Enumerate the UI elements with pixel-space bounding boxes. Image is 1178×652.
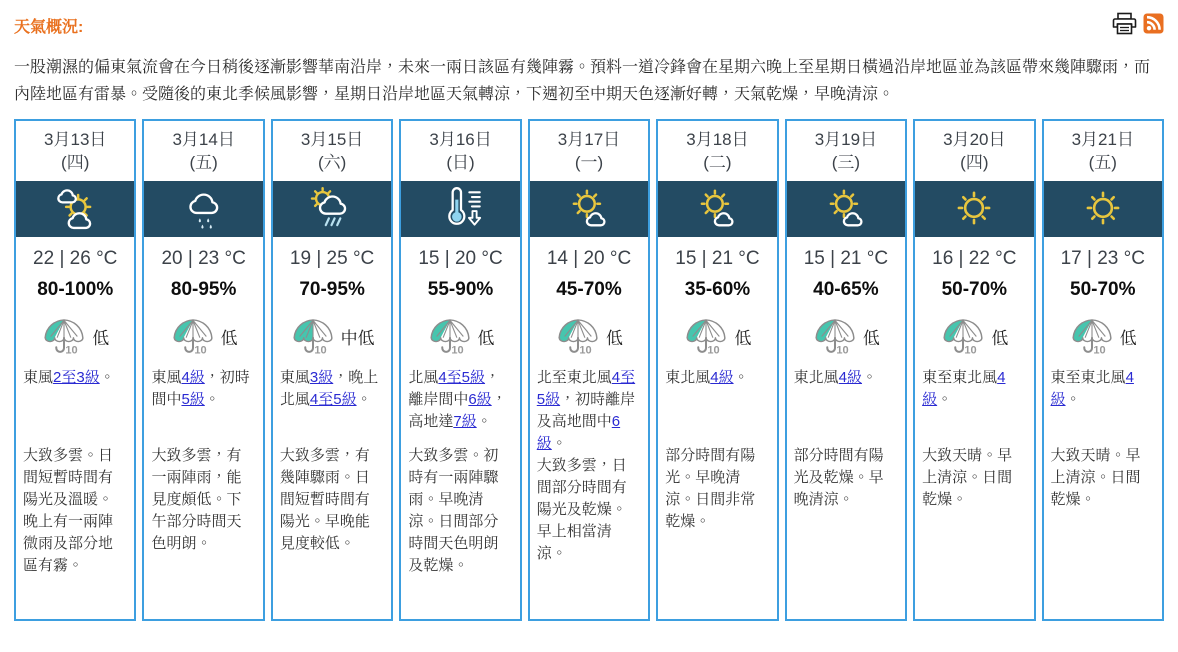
psr-level-label: 低 <box>92 328 110 348</box>
card-date-header <box>144 121 262 181</box>
forecast-card <box>913 119 1035 621</box>
wind-forecast: 東至東北風4級。 <box>1050 368 1134 408</box>
weekday-label: (一) <box>574 152 604 172</box>
wind-force-link[interactable]: 6級 <box>536 412 621 452</box>
wind-forecast: 東北風4級。 <box>665 368 749 386</box>
card-date-header <box>658 121 776 181</box>
date-label: 3月15日 <box>300 130 364 149</box>
humidity-range: 50-70% <box>941 278 1008 300</box>
temperature-range: 14 | 20 °C <box>546 247 632 269</box>
card-date-header <box>401 121 519 181</box>
wind-force-link[interactable]: 7級 <box>453 412 477 430</box>
sun-with-cloud-icon <box>692 184 742 234</box>
page-header <box>14 8 1164 37</box>
header-actions <box>1112 12 1164 35</box>
wind-forecast: 東風2至3級。 <box>23 368 115 386</box>
weather-description: 大致多雲，日間部分時間有陽光及乾燥。早上相當清涼。 <box>536 456 627 562</box>
weather-icon-band <box>401 181 519 237</box>
card-date-header <box>1044 121 1162 181</box>
wind-forecast: 東北風4級。 <box>793 368 878 386</box>
temperature-range: 15 | 21 °C <box>675 247 760 269</box>
weather-icon-band <box>658 181 776 237</box>
temperature-range: 22 | 26 °C <box>33 247 118 269</box>
card-date-header <box>273 121 391 181</box>
wind-force-link[interactable]: 5級 <box>181 390 205 408</box>
date-label: 3月14日 <box>172 130 235 149</box>
wind-force-link[interactable]: 4級 <box>922 368 1006 408</box>
weekday-label: (三) <box>831 152 861 172</box>
rain-probability <box>787 315 905 358</box>
wind-force-link[interactable]: 4至5級 <box>536 368 636 408</box>
weather-description: 大致多雲。日間短暫時間有陽光及溫暖。晚上有一兩陣微雨及部分地區有霧。 <box>23 446 114 574</box>
wind-force-link[interactable]: 3級 <box>309 368 334 386</box>
forecast-card <box>271 119 393 621</box>
date-label: 3月17日 <box>557 130 621 149</box>
date-label: 3月19日 <box>814 130 878 149</box>
psr-level-label: 低 <box>477 328 495 348</box>
weather-icon-band <box>273 181 391 237</box>
date-label: 3月21日 <box>1071 130 1134 149</box>
wind-forecast: 東風3級，晚上北風4至5級。 <box>279 368 379 408</box>
psr-umbrella-icon <box>940 315 986 358</box>
humidity-range: 45-70% <box>556 278 622 300</box>
temperature-range: 15 | 21 °C <box>803 247 889 269</box>
psr-level-label: 低 <box>991 328 1009 348</box>
wind-force-link[interactable]: 4至5級 <box>438 368 486 386</box>
psr-umbrella-icon <box>683 315 729 358</box>
card-date-header <box>915 121 1033 181</box>
weekday-label: (四) <box>61 152 90 172</box>
temperature-range: 16 | 22 °C <box>932 247 1017 269</box>
humidity-range: 80-100% <box>37 278 114 300</box>
weather-icon-band <box>16 181 134 237</box>
rain-probability <box>915 315 1033 358</box>
temperature-range: 19 | 25 °C <box>289 247 375 269</box>
forecast-card <box>656 119 778 621</box>
psr-level-label: 中低 <box>340 328 375 348</box>
wind-force-link[interactable]: 4至5級 <box>309 390 357 408</box>
weather-icon-band <box>530 181 648 237</box>
rain-probability <box>1044 315 1162 358</box>
humidity-range: 80-95% <box>170 278 237 300</box>
wind-force-link[interactable]: 4級 <box>181 368 205 386</box>
psr-umbrella-icon <box>1069 315 1115 358</box>
psr-level-label: 低 <box>1119 328 1137 348</box>
weekday-label: (六) <box>317 152 347 172</box>
humidity-range: 55-90% <box>427 278 494 300</box>
date-label: 3月16日 <box>429 130 492 149</box>
psr-umbrella-icon <box>290 315 336 358</box>
weather-icon-band <box>1044 181 1162 237</box>
weekday-label: (二) <box>703 152 732 172</box>
temperature-range: 15 | 20 °C <box>418 247 503 269</box>
weather-description: 大致多雲，有一兩陣雨，能見度頗低。下午部分時間天色明朗。 <box>151 446 242 552</box>
forecast-card <box>14 119 136 621</box>
wind-force-link[interactable]: 4級 <box>838 368 863 386</box>
temperature-range: 17 | 23 °C <box>1060 247 1145 269</box>
sun-with-cloud-icon <box>564 184 614 234</box>
weekday-label: (日) <box>446 152 475 172</box>
weather-icon-band <box>915 181 1033 237</box>
wind-force-link[interactable]: 4級 <box>710 368 734 386</box>
forecast-card <box>399 119 521 621</box>
forecast-card <box>1042 119 1164 621</box>
forecast-card <box>785 119 907 621</box>
wind-forecast: 北風4至5級，離岸間中6級，高地達7級。 <box>408 368 507 430</box>
card-date-header <box>16 121 134 181</box>
date-label: 3月20日 <box>943 130 1006 149</box>
card-date-header <box>530 121 648 181</box>
rain-probability <box>530 315 648 358</box>
weather-icon-band <box>144 181 262 237</box>
weekday-label: (五) <box>1088 152 1117 172</box>
weekday-label: (四) <box>960 152 989 172</box>
rain-probability <box>144 315 262 358</box>
weather-description: 部分時間有陽光。早晚清涼。日間非常乾燥。 <box>665 446 756 530</box>
psr-umbrella-icon <box>170 315 216 358</box>
page-title: 天氣概況: <box>14 19 84 36</box>
card-date-header <box>787 121 905 181</box>
sun-behind-clouds-icon <box>50 184 100 234</box>
humidity-range: 70-95% <box>299 278 365 300</box>
sun-icon <box>949 184 999 234</box>
wind-forecast: 北至東北風4至5級，初時離岸及高地間中6級。 <box>536 368 636 452</box>
date-label: 3月18日 <box>686 130 749 149</box>
rss-icon[interactable] <box>1143 13 1164 34</box>
humidity-range: 40-65% <box>813 278 879 300</box>
rain-probability <box>273 315 391 358</box>
print-icon[interactable] <box>1112 12 1137 35</box>
wind-forecast: 東風4級，初時間中5級。 <box>151 368 250 408</box>
forecast-card <box>528 119 650 621</box>
weather-description: 大致多雲。初時有一兩陣驟雨。早晚清涼。日間部分時間天色明朗及乾燥。 <box>408 446 499 574</box>
sun-icon <box>1078 184 1128 234</box>
weekday-label: (五) <box>189 152 218 172</box>
wind-forecast: 東至東北風4級。 <box>922 368 1006 408</box>
psr-level-label: 低 <box>734 328 752 348</box>
wind-force-link[interactable]: 6級 <box>468 390 492 408</box>
temperature-range: 20 | 23 °C <box>161 247 246 269</box>
date-label: 3月13日 <box>44 130 107 149</box>
rain-cloud-icon <box>179 184 229 234</box>
weather-description: 大致天晴。早上清涼。日間乾燥。 <box>922 446 1013 508</box>
wind-force-link[interactable]: 4級 <box>1050 368 1134 408</box>
psr-level-label: 低 <box>862 328 880 348</box>
rain-probability <box>16 315 134 358</box>
psr-umbrella-icon <box>812 315 858 358</box>
forecast-cards <box>14 119 1164 621</box>
psr-level-label: 低 <box>220 328 238 348</box>
temp-drop-icon <box>436 184 486 234</box>
humidity-range: 35-60% <box>684 278 751 300</box>
forecast-card <box>142 119 264 621</box>
sun-shower-cloud-icon <box>307 184 357 234</box>
psr-umbrella-icon <box>41 315 87 358</box>
weather-description: 大致天晴。早上清涼。日間乾燥。 <box>1050 446 1141 508</box>
weather-icon-band <box>787 181 905 237</box>
rain-probability <box>401 315 519 358</box>
psr-umbrella-icon <box>555 315 601 358</box>
humidity-range: 50-70% <box>1070 278 1136 300</box>
psr-level-label: 低 <box>605 328 623 348</box>
weather-description: 部分時間有陽光及乾燥。早晚清涼。 <box>793 446 884 508</box>
rain-probability <box>658 315 776 358</box>
sun-with-cloud-icon <box>821 184 871 234</box>
wind-force-link[interactable]: 2至3級 <box>53 368 100 386</box>
psr-umbrella-icon <box>427 315 473 358</box>
weather-description: 大致多雲，有幾陣驟雨。日間短暫時間有陽光。早晚能見度較低。 <box>279 446 370 552</box>
weather-summary-text: 一股潮濕的偏東氣流會在今日稍後逐漸影響華南沿岸，未來一兩日該區有幾陣霧。預料一道冷鋒會在星期六晚上至星期日橫過沿岸地區並為該區帶來幾陣驟雨，而內陸地區有雷暴。受隨後的東北季候風影響，星期日沿岸地區天氣轉涼，下週初至中期天色逐漸好轉，天氣乾燥，早晚清涼。 <box>14 59 1151 103</box>
